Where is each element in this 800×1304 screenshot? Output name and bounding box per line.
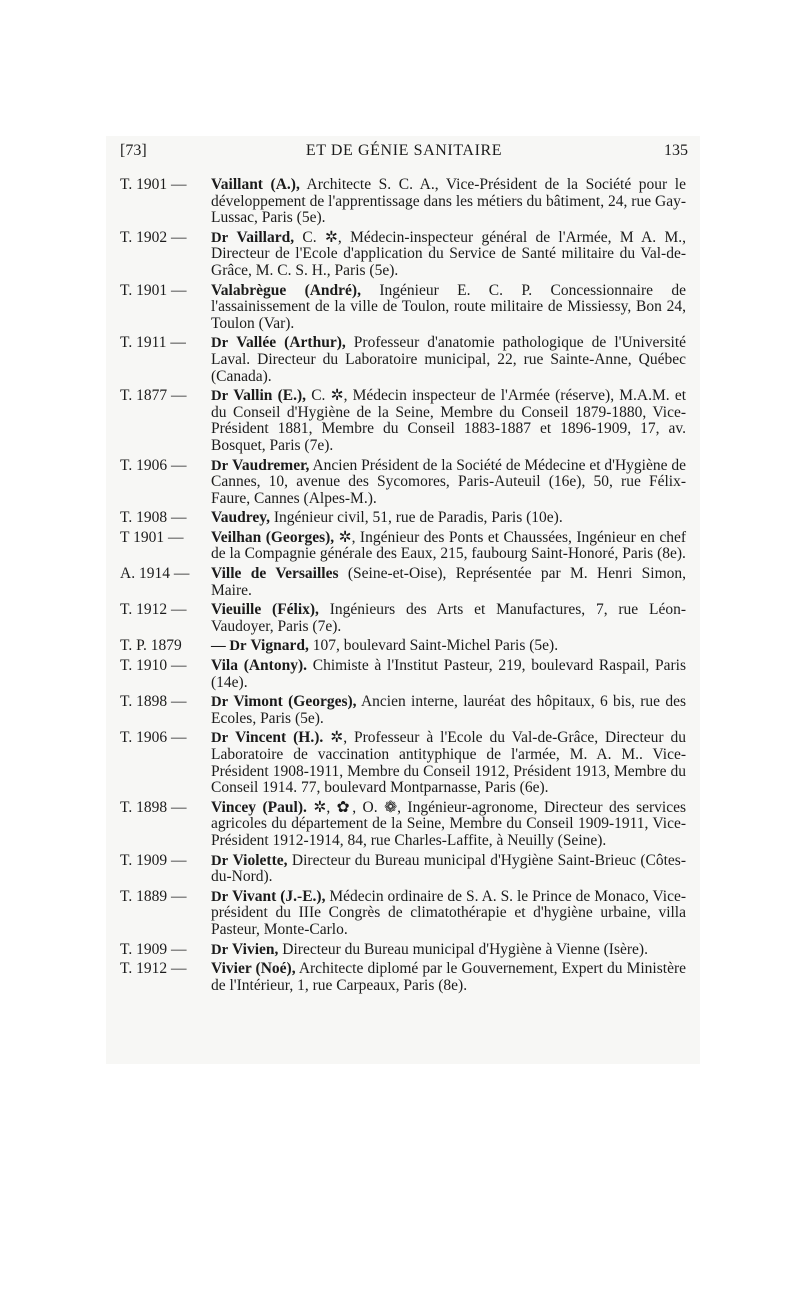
member-name: Vivant (J.-E.), <box>232 887 326 905</box>
member-entry <box>120 230 686 280</box>
membership-year: T. 1898 — <box>120 693 187 711</box>
member-name: Vaillard, <box>236 228 295 246</box>
member-entry <box>120 889 686 939</box>
member-details: Chimiste à l'Institut Pasteur, 219, boulevard Raspail, Paris (14e). <box>211 657 687 691</box>
title-prefix: Dr <box>211 335 229 352</box>
page-number: 135 <box>664 142 688 159</box>
title-prefix: — Dr <box>211 638 247 655</box>
member-entry <box>120 638 686 655</box>
membership-year: T. 1906 — <box>120 456 187 474</box>
membership-year: T. 1909 — <box>120 940 187 958</box>
member-name: Vivien, <box>232 940 279 958</box>
membership-year: T 1901 — <box>120 528 184 546</box>
member-name: Vivier (Noé), <box>211 960 296 978</box>
member-details: Ingénieurs des Arts et Manufactures, 7, rue Léon-Vaudoyer, Paris (7e). <box>211 601 686 635</box>
member-details: 107, boulevard Saint-Michel Paris (5e). <box>312 637 559 655</box>
title-prefix: Dr <box>211 888 229 905</box>
member-list <box>120 177 686 997</box>
running-header <box>120 142 688 170</box>
member-name: Veilhan (Georges), <box>211 528 335 546</box>
member-details: Ancien interne, lauréat des hôpitaux, 6 bis, rue des Ecoles, Paris (5e). <box>211 693 686 727</box>
member-name: Vaudremer, <box>232 456 310 474</box>
page-title: ET DE GÉNIE SANITAIRE <box>305 142 503 159</box>
title-prefix: Dr <box>211 457 229 474</box>
membership-year: T. 1908 — <box>120 509 187 527</box>
member-details: Médecin ordinaire de S. A. S. le Prince de Monaco, Vice-président du IIIe Congrès de climatothérapie et d'hygiène urbaine, villa Pasteur, Monte-Carlo. <box>211 887 687 938</box>
member-details: C. ✲, Médecin-inspecteur général de l'Armée, M A. M., Directeur de l'Ecole d'application du Service de Santé militaire du Val-de-Grâce, M. C. S. H., Paris (5e). <box>211 228 687 279</box>
member-entry <box>120 335 686 385</box>
member-details: C. ✲, Médecin inspecteur de l'Armée (réserve), M.A.M. et du Conseil d'Hygiène de la Seine, Membre du Conseil 1879-1880, Vice-Président 1881, Membre du Conseil 1883-1887 et 1896-1909, 17, av. Bosquet, Paris (7e). <box>211 387 687 454</box>
member-entry <box>120 458 686 508</box>
member-entry <box>120 177 686 227</box>
section-number: [73] <box>120 142 147 159</box>
title-prefix: Dr <box>211 694 229 711</box>
member-details: Directeur du Bureau municipal d'Hygiène Saint-Brieuc (Côtes-du-Nord). <box>211 851 686 886</box>
membership-year: T. 1906 — <box>120 729 187 747</box>
member-details: Directeur du Bureau municipal d'Hygiène à Vienne (Isère). <box>282 940 648 958</box>
member-entry <box>120 388 686 454</box>
membership-year: T. 1911 — <box>120 334 186 352</box>
member-entry <box>120 602 686 635</box>
member-details: ✲, Professeur à l'Ecole du Val-de-Grâce, Directeur du Laboratoire de vaccination antityphique de l'armée, M. A. M.. Vice-Président 1908-1911, Membre du Conseil 1912, Président 1913, Membre du Conseil 1914. 77, boulevard Montparnasse, Paris (6e). <box>211 729 687 797</box>
member-details: ✲, Ingénieur des Ponts et Chaussées, Ingénieur en chef de la Compagnie générale des Eaux, 215, faubourg Saint-Honoré, Paris (8e). <box>211 528 686 563</box>
member-name: Vallée (Arthur), <box>236 334 346 352</box>
membership-year: T. 1901 — <box>120 176 187 193</box>
member-entry <box>120 694 686 727</box>
member-entry <box>120 942 686 959</box>
member-name: Violette, <box>232 851 288 869</box>
member-details: Ingénieur E. C. P. Concessionnaire de l'assainissement de la ville de Toulon, route militaire de Missiessy, Bon 24, Toulon (Var). <box>211 281 686 332</box>
member-details: Ingénieur civil, 51, rue de Paradis, Paris (10e). <box>273 509 563 527</box>
member-name: Vincent (H.). <box>235 729 324 747</box>
member-details: Professeur d'anatomie pathologique de l'Université Laval. Directeur du Laboratoire municipal, 22, rue Sainte-Anne, Québec (Canada). <box>211 334 687 385</box>
membership-year: T. 1877 — <box>120 387 187 405</box>
member-entry <box>120 510 686 527</box>
title-prefix: Dr <box>211 388 229 405</box>
title-prefix: Dr <box>211 941 229 958</box>
member-entry <box>120 566 686 599</box>
member-entry <box>120 961 686 994</box>
membership-year: T. 1912 — <box>120 960 187 978</box>
member-name: Ville de Versailles <box>211 565 339 583</box>
member-entry <box>120 658 686 691</box>
member-entry <box>120 800 686 850</box>
member-name: Valabrègue (André), <box>211 281 361 299</box>
member-entry <box>120 730 686 796</box>
member-name: Vignard, <box>250 637 309 655</box>
member-name: Vincey (Paul). <box>211 798 307 816</box>
member-details: (Seine-et-Oise), Représentée par M. Henri Simon, Maire. <box>211 565 687 599</box>
membership-year: T. 1898 — <box>120 798 187 816</box>
membership-year: T. 1910 — <box>120 657 187 675</box>
membership-year: T. P. 1879 <box>120 637 182 655</box>
membership-year: T. 1912 — <box>120 601 187 619</box>
member-entry <box>120 283 686 333</box>
member-name: Vimont (Georges), <box>233 693 357 711</box>
member-name: Vaudrey, <box>211 509 271 527</box>
member-name: Vallin (E.), <box>233 387 307 405</box>
member-entry <box>120 853 686 886</box>
membership-year: A. 1914 — <box>120 565 190 583</box>
membership-year: T. 1901 — <box>120 281 187 299</box>
member-details: Ancien Président de la Société de Médecine et d'Hygiène de Cannes, 10, avenue des Sycomores, Paris-Auteuil (16e), 50, rue Félix-Faure, Cannes (Alpes-M.). <box>211 456 686 507</box>
member-name: Vaillant (A.), <box>211 176 300 193</box>
member-name: Vila (Antony). <box>211 657 307 675</box>
title-prefix: Dr <box>211 852 229 869</box>
member-details: Architecte diplomé par le Gouvernement, Expert du Ministère de l'Intérieur, 1, rue Carpeaux, Paris (8e). <box>211 960 686 994</box>
membership-year: T. 1909 — <box>120 851 187 869</box>
member-name: Vieuille (Félix), <box>211 601 319 619</box>
member-entry <box>120 530 686 563</box>
member-details: Architecte S. C. A., Vice-Président de la Société pour le développement de l'apprentissage dans les métiers du bâtiment, 24, rue Gay-Lussac, Paris (5e). <box>211 176 686 227</box>
membership-year: T. 1902 — <box>120 228 187 246</box>
title-prefix: Dr <box>211 730 229 747</box>
title-prefix: Dr <box>211 229 229 246</box>
membership-year: T. 1889 — <box>120 887 187 905</box>
member-details: ✲, ✿, O. ❁, Ingénieur-agronome, Directeur des services agricoles du département de la Seine, Membre du Conseil 1909-1911, Vice-Président 1912-1914, 84, rue Charles-Laffite, à Neuilly (Seine). <box>211 798 686 849</box>
